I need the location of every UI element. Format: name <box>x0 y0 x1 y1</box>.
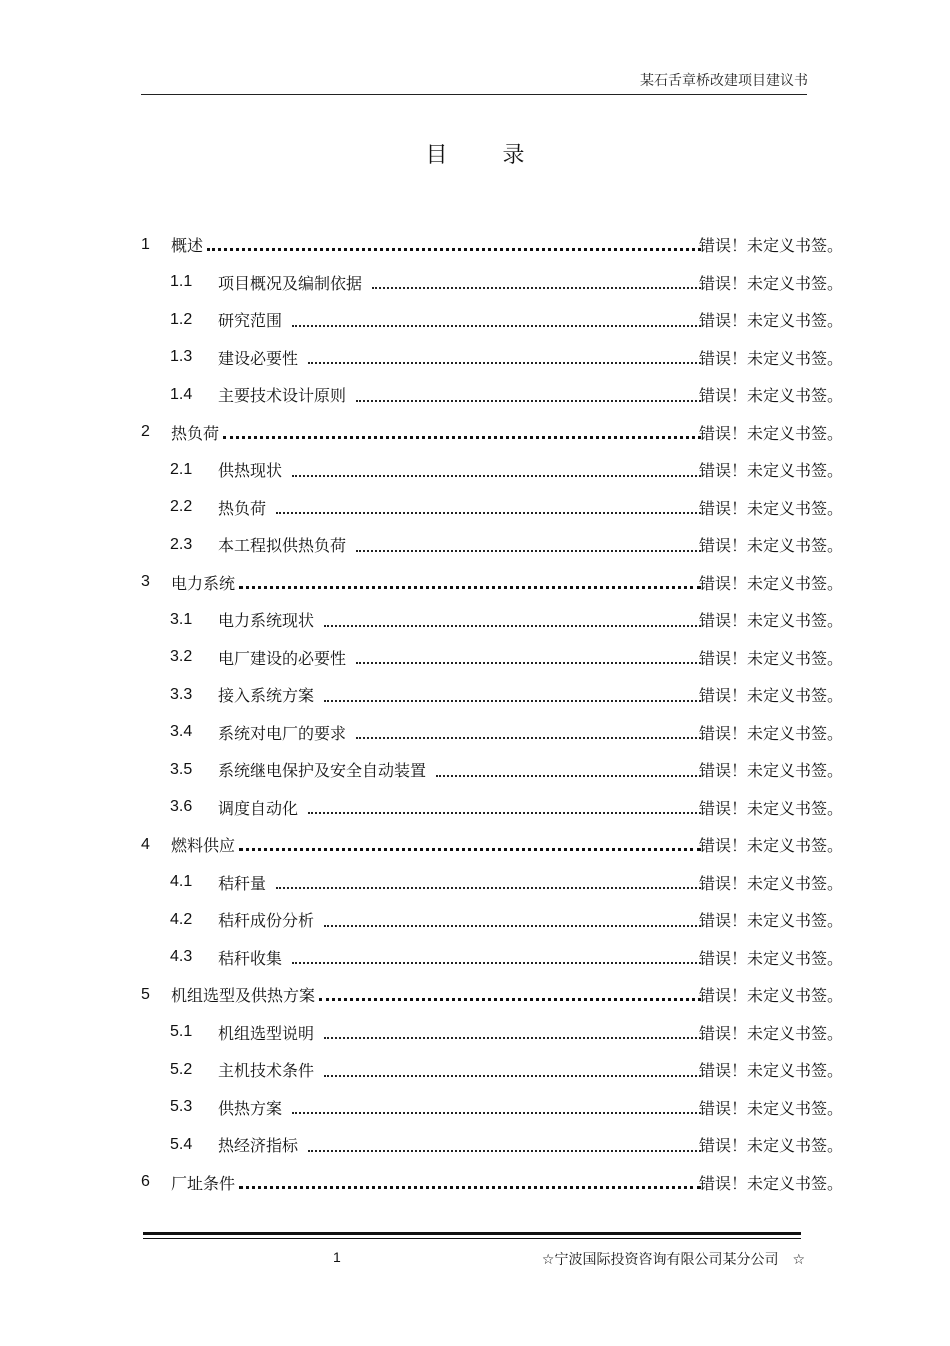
toc-entry-number: 4.2 <box>170 910 193 928</box>
toc-entry-title: 项目概况及编制依据 <box>218 273 363 293</box>
toc-entry-page-ref: 错误！未定义书签。 <box>698 686 843 706</box>
toc-entry-title: 主机技术条件 <box>218 1061 315 1081</box>
toc-entry-title: 系统对电厂的要求 <box>218 723 347 743</box>
toc-entry-page-ref: 错误！未定义书签。 <box>698 761 843 781</box>
toc-entry[interactable] <box>141 601 843 639</box>
toc-dot-leader <box>223 436 701 439</box>
toc-entry-number: 1.4 <box>170 385 193 403</box>
toc-entry-page-ref: 错误！未定义书签。 <box>698 1098 843 1118</box>
header-rule <box>141 94 807 95</box>
toc-dot-leader <box>239 848 701 851</box>
toc-entry-number: 3.2 <box>170 648 193 666</box>
toc-dot-leader <box>308 362 701 364</box>
toc-dot-leader <box>239 1186 701 1189</box>
footer-page-number: 1 <box>333 1249 341 1265</box>
toc-entry-number: 2.3 <box>170 535 193 553</box>
toc-entry-title: 接入系统方案 <box>218 686 315 706</box>
toc-entry-page-ref: 错误！未定义书签。 <box>698 1023 843 1043</box>
toc-entry-title: 调度自动化 <box>218 798 299 818</box>
toc-entry-number: 5.1 <box>170 1023 193 1041</box>
toc-entry-number: 1 <box>141 235 150 253</box>
toc-entry[interactable] <box>141 339 843 377</box>
toc-entry-title: 研究范围 <box>218 311 283 331</box>
toc-entry-page-ref: 错误！未定义书签。 <box>698 911 843 931</box>
toc-entry-number: 5.4 <box>170 1135 193 1153</box>
toc-entry-number: 4.3 <box>170 948 193 966</box>
toc-dot-leader <box>324 700 701 702</box>
toc-entry-title: 供热方案 <box>218 1098 283 1118</box>
toc-entry-page-ref: 错误！未定义书签。 <box>698 1136 843 1156</box>
toc-entry[interactable] <box>141 451 843 489</box>
toc-entry[interactable] <box>141 714 843 752</box>
toc-entry-page-ref: 错误！未定义书签。 <box>698 836 843 856</box>
toc-dot-leader <box>239 586 701 589</box>
toc-entry-page-ref: 错误！未定义书签。 <box>698 498 843 518</box>
toc-entry-page-ref: 错误！未定义书签。 <box>698 423 843 443</box>
toc-entry-page-ref: 错误！未定义书签。 <box>698 986 843 1006</box>
toc-entry-number: 2.1 <box>170 460 193 478</box>
toc-entry[interactable] <box>141 489 843 527</box>
toc-entry-page-ref: 错误！未定义书签。 <box>698 461 843 481</box>
toc-entry[interactable] <box>141 564 843 602</box>
toc-entry-page-ref: 错误！未定义书签。 <box>698 873 843 893</box>
toc-dot-leader <box>207 248 701 251</box>
toc-entry-title: 厂址条件 <box>171 1173 236 1193</box>
toc-entry[interactable] <box>141 976 843 1014</box>
toc-dot-leader <box>308 812 701 814</box>
toc-entry[interactable] <box>141 1164 843 1202</box>
toc-dot-leader <box>324 925 701 927</box>
toc-entry[interactable] <box>141 639 843 677</box>
toc-dot-leader <box>356 550 701 552</box>
toc-entry-number: 1.3 <box>170 348 193 366</box>
toc-entry-page-ref: 错误！未定义书签。 <box>698 611 843 631</box>
toc-entry-number: 1.2 <box>170 310 193 328</box>
toc-entry[interactable] <box>141 264 843 302</box>
toc-dot-leader <box>276 512 701 514</box>
toc-entry-page-ref: 错误！未定义书签。 <box>698 236 843 256</box>
toc-entry[interactable] <box>141 789 843 827</box>
toc-entry-title: 秸秆量 <box>218 873 267 893</box>
toc-entry-title: 概述 <box>171 236 204 256</box>
toc-entry-title: 本工程拟供热负荷 <box>218 536 347 556</box>
toc-entry-title: 热负荷 <box>218 498 267 518</box>
toc-dot-leader <box>356 737 701 739</box>
toc-entry[interactable] <box>141 526 843 564</box>
toc-entry-title: 燃料供应 <box>171 836 236 856</box>
toc-entry-page-ref: 错误！未定义书签。 <box>698 648 843 668</box>
toc-entry-page-ref: 错误！未定义书签。 <box>698 723 843 743</box>
toc-entry-title: 电厂建设的必要性 <box>218 648 347 668</box>
toc-dot-leader <box>276 887 701 889</box>
toc-dot-leader <box>324 1075 701 1077</box>
page-title-char-2: 录 <box>502 143 525 168</box>
toc-dot-leader <box>324 625 701 627</box>
toc-entry[interactable] <box>141 939 843 977</box>
toc-entry-page-ref: 错误！未定义书签。 <box>698 311 843 331</box>
toc-entry[interactable] <box>141 1014 843 1052</box>
toc-entry-number: 2 <box>141 423 150 441</box>
toc-dot-leader <box>308 1150 701 1152</box>
toc-dot-leader <box>292 325 701 327</box>
toc-entry-number: 5.3 <box>170 1098 193 1116</box>
toc-entry-number: 3.1 <box>170 610 193 628</box>
toc-entry-title: 秸秆收集 <box>218 948 283 968</box>
footer-company: ☆宁波国际投资咨询有限公司某分公司 ☆ <box>541 1252 805 1268</box>
toc-entry-number: 3.3 <box>170 685 193 703</box>
toc-dot-leader <box>372 287 701 289</box>
toc-entry-title: 机组选型说明 <box>218 1023 315 1043</box>
toc-dot-leader <box>356 400 701 402</box>
toc-entry[interactable] <box>141 751 843 789</box>
toc-dot-leader <box>436 775 701 777</box>
page-title-char-1: 目 <box>425 143 448 168</box>
toc-entry-title: 热负荷 <box>171 423 220 443</box>
toc-entry-page-ref: 错误！未定义书签。 <box>698 573 843 593</box>
toc-dot-leader <box>356 662 701 664</box>
toc-dot-leader <box>324 1037 701 1039</box>
toc-entry-title: 电力系统 <box>171 573 236 593</box>
toc-dot-leader <box>292 1112 701 1114</box>
toc-entry-number: 4.1 <box>170 873 193 891</box>
toc-entry-number: 4 <box>141 835 150 853</box>
toc-entry-number: 5.2 <box>170 1060 193 1078</box>
page-title <box>0 138 950 169</box>
toc-entry-title: 机组选型及供热方案 <box>171 986 316 1006</box>
toc-entry-title: 热经济指标 <box>218 1136 299 1156</box>
toc-entry-title: 系统继电保护及安全自动装置 <box>218 761 427 781</box>
toc-entry[interactable] <box>141 901 843 939</box>
toc-entry-page-ref: 错误！未定义书签。 <box>698 386 843 406</box>
toc-entry[interactable] <box>141 826 843 864</box>
toc-entry-title: 建设必要性 <box>218 348 299 368</box>
toc-entry[interactable] <box>141 226 843 264</box>
toc-entry-number: 3.6 <box>170 798 193 816</box>
toc-entry-page-ref: 错误！未定义书签。 <box>698 948 843 968</box>
toc-entry-title: 主要技术设计原则 <box>218 386 347 406</box>
toc-entry-number: 3.5 <box>170 760 193 778</box>
header-title: 某石舌章桥改建项目建议书 <box>640 73 808 89</box>
toc-entry-page-ref: 错误！未定义书签。 <box>698 798 843 818</box>
toc-dot-leader <box>292 962 701 964</box>
toc-entry-title: 电力系统现状 <box>218 611 315 631</box>
toc-entry-number: 6 <box>141 1173 150 1191</box>
toc-entry-number: 3 <box>141 573 150 591</box>
toc-entry-title: 秸秆成份分析 <box>218 911 315 931</box>
toc-entry-title: 供热现状 <box>218 461 283 481</box>
footer-rule-thick <box>143 1232 801 1235</box>
toc-entry[interactable] <box>141 864 843 902</box>
toc-entry-page-ref: 错误！未定义书签。 <box>698 1061 843 1081</box>
toc-entry[interactable] <box>141 1089 843 1127</box>
toc-dot-leader <box>292 475 701 477</box>
toc-entry[interactable] <box>141 376 843 414</box>
toc-entry-page-ref: 错误！未定义书签。 <box>698 348 843 368</box>
toc-entry[interactable] <box>141 1051 843 1089</box>
toc-entry-number: 2.2 <box>170 498 193 516</box>
footer-rule-thin <box>143 1238 801 1239</box>
toc-entry[interactable] <box>141 1126 843 1164</box>
toc-entry[interactable] <box>141 414 843 452</box>
toc-entry-page-ref: 错误！未定义书签。 <box>698 1173 843 1193</box>
toc-dot-leader <box>319 998 701 1001</box>
toc-entry-number: 1.1 <box>170 273 193 291</box>
toc-entry-page-ref: 错误！未定义书签。 <box>698 273 843 293</box>
toc-entry[interactable] <box>141 301 843 339</box>
table-of-contents <box>141 226 843 1201</box>
toc-entry-number: 3.4 <box>170 723 193 741</box>
toc-entry-number: 5 <box>141 985 150 1003</box>
toc-entry[interactable] <box>141 676 843 714</box>
toc-entry-page-ref: 错误！未定义书签。 <box>698 536 843 556</box>
